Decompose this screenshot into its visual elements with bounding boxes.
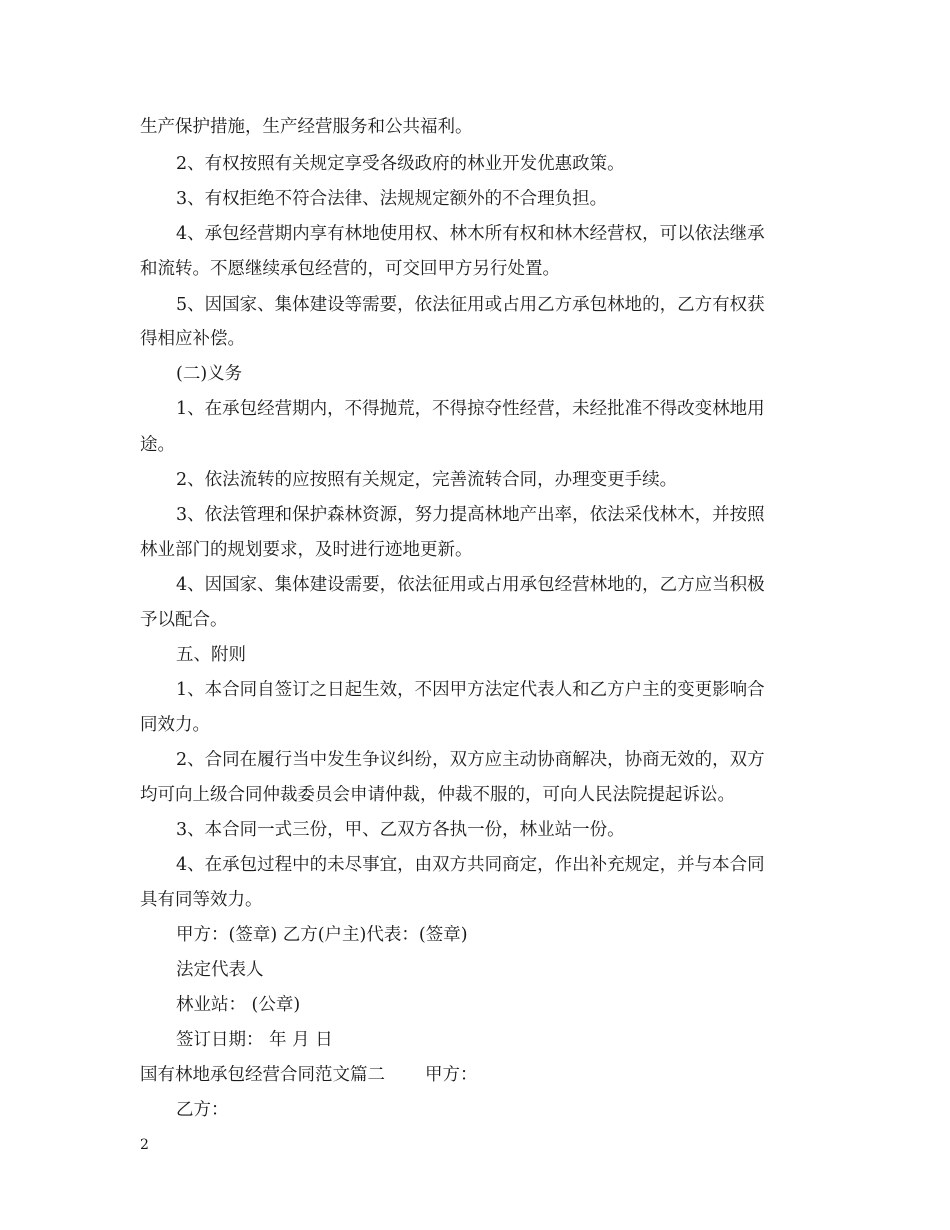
text-line: 4、承包经营期内享有林地使用权、林木所有权和林木经营权，可以依法继承 [176, 224, 765, 244]
text-line: 3、有权拒绝不符合法律、法规规定额外的不合理负担。 [176, 189, 608, 209]
text-line: 3、依法管理和保护森林资源，努力提高林地产出率，依法采伐林木，并按照 [176, 505, 765, 525]
section-heading: 五、附则 [176, 645, 246, 665]
text-line: 2、依法流转的应按照有关规定，完善流转合同，办理变更手续。 [176, 470, 678, 490]
page-number: 2 [140, 1137, 149, 1153]
text-line: 得相应补偿。 [140, 329, 245, 349]
text-line: 和流转。不愿继续承包经营的，可交回甲方另行处置。 [140, 259, 560, 279]
second-contract-title: 国有林地承包经营合同范文篇二 [140, 1065, 385, 1085]
forestry-station-line: 林业站： (公章) [176, 995, 301, 1015]
text-line: 1、在承包经营期内，不得抛荒，不得掠夺性经营，未经批准不得改变林地用 [176, 399, 765, 419]
legal-representative-line: 法定代表人 [176, 960, 264, 980]
second-contract-heading [140, 1058, 950, 1092]
section-heading: (二)义务 [176, 364, 243, 384]
text-line: 林业部门的规划要求，及时进行迹地更新。 [140, 540, 473, 560]
text-line: 具有同等效力。 [140, 890, 263, 910]
text-line: 生产保护措施，生产经营服务和公共福利。 [140, 117, 473, 137]
text-line: 均可向上级合同仲裁委员会申请仲裁，仲裁不服的，可向人民法院提起诉讼。 [140, 785, 735, 805]
text-line: 5、因国家、集体建设等需要，依法征用或占用乙方承包林地的，乙方有权获 [176, 295, 765, 315]
signing-date-line: 签订日期： 年 月 日 [176, 1030, 333, 1050]
text-line: 4、因国家、集体建设需要，依法征用或占用承包经营林地的，乙方应当积极 [176, 575, 765, 595]
text-line: 1、本合同自签订之日起生效，不因甲方法定代表人和乙方户主的变更影响合 [176, 680, 765, 700]
text-line: 同效力。 [140, 715, 210, 735]
party-b-label: 乙方： [176, 1100, 229, 1120]
party-a-label: 甲方： [425, 1065, 478, 1085]
text-line: 途。 [140, 435, 175, 455]
text-line: 4、在承包过程中的未尽事宜，由双方共同商定，作出补充规定，并与本合同 [176, 855, 765, 875]
text-line: 2、有权按照有关规定享受各级政府的林业开发优惠政策。 [176, 154, 625, 174]
text-line: 予以配合。 [140, 610, 228, 630]
signature-line: 甲方：(签章) 乙方(户主)代表：(签章) [176, 925, 468, 945]
text-line: 2、合同在履行当中发生争议纠纷，双方应主动协商解决，协商无效的，双方 [176, 750, 765, 770]
text-line: 3、本合同一式三份，甲、乙双方各执一份，林业站一份。 [176, 820, 625, 840]
